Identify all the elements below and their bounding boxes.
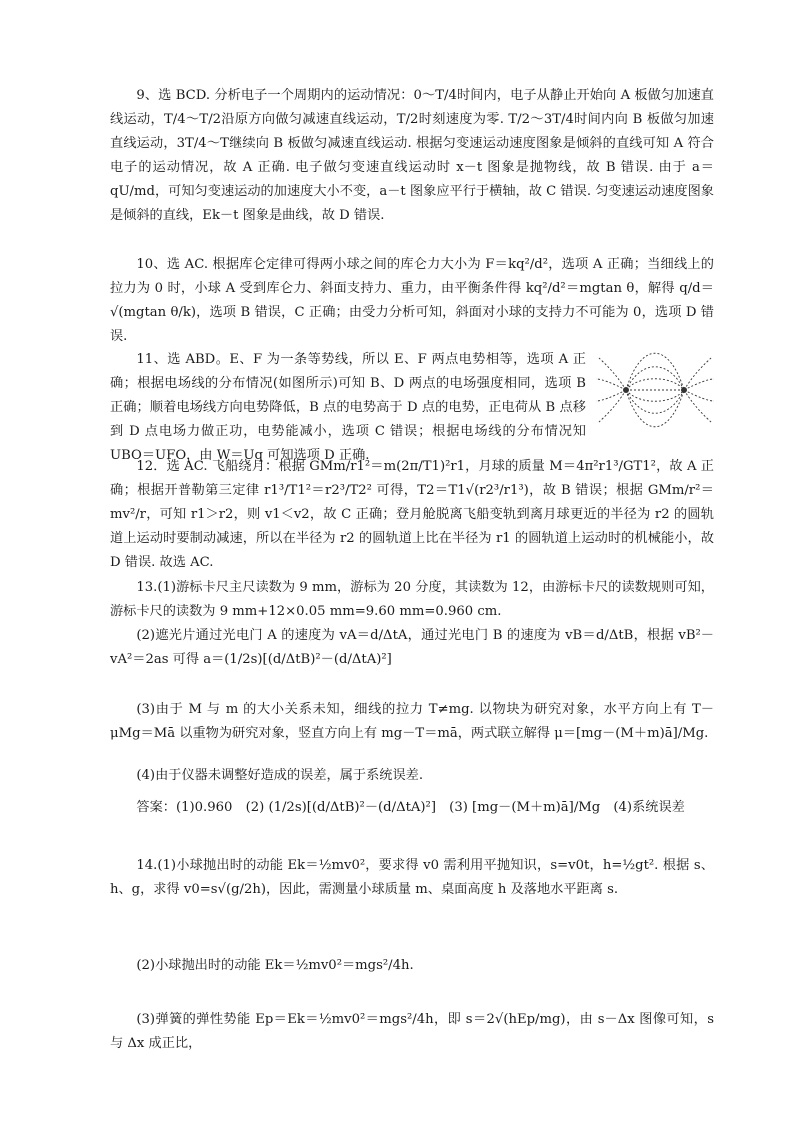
paragraph-q12: 12．选 AC. 飞船绕月：根据 GMm/r1²＝m(2π/T1)²r1，月球的质量 M＝4π²r1³/GT1²，故 A 正确；根据开普勒第三定律 r1³/T1²＝r2³/T2² 可得，T2＝T1√(r2³/r1³)，故 B 错误；根据 GMm/r²＝mv²/r，可知 r1＞r2，则 v1＜v2，故 C 正确；登月舱脱离飞船变轨到离月球更近的半径为 r2 的圆轨道上运动时要制动减速，所以在半径为 r2 的圆轨道上比在半径为 r1 的圆轨道上运动时的机械能小，故 D 错误. 故选 AC. xyxy=(110,459,714,570)
paragraph-q14-3: (3)弹簧的弹性势能 Ep＝Ek＝½mv0²＝mgs²/4h，即 s＝2√(hEp/mg)，由 s－Δx 图像可知，s 与 Δx 成正比， xyxy=(110,1012,714,1051)
answer-q13: 答案：(1)0.960 (2) (1/2s)[(d/ΔtB)²－(d/ΔtA)²] (3) [mg－(M＋m)ā]/Mg (4)系统误差 xyxy=(136,800,685,815)
paragraph-q9: 9、选 BCD. 分析电子一个周期内的运动情况：0～T/4时间内，电子从静止开始向 A 板做匀加速直线运动，T/4～T/2沿原方向做匀减速直线运动，T/2时刻速度为零. T/2～3T/4时间内向 B 板做匀加速直线运动，3T/4～T继续向 B 板做匀减速直线运动. 根据匀变速运动速度图象是倾斜的直线可知 A 符合电子的运动情况，故 A 正确. 电子做匀变速直线运动时 x－t 图象是抛物线，故 B 错误. 由于 a＝qU/md，可知匀变速运动的加速度大小不变，a－t 图象应平行于横轴，故 C 错误. 匀变速运动速度图象是倾斜的直线，Ek－t 图象是曲线，故 D 错误. xyxy=(110,88,714,223)
paragraph-q13-2: (2)遮光片通过光电门 A 的速度为 vA＝d/ΔtA，通过光电门 B 的速度为 vB＝d/ΔtB，根据 vB²－vA²＝2as 可得 a＝(1/2s)[(d/ΔtB)²－(d/ΔtA)²] xyxy=(110,628,714,667)
paragraph-q14-2: (2)小球抛出时的动能 Ek＝½mv0²＝mgs²/4h. xyxy=(136,958,414,973)
paragraph-q13-4: (4)由于仪器未调整好造成的误差，属于系统误差. xyxy=(136,768,424,783)
paragraph-q10: 10、选 AC. 根据库仑定律可得两小球之间的库仑力大小为 F＝kq²/d²，选项 A 正确；当细线上的拉力为 0 时，小球 A 受到库仑力、斜面支持力、重力，由平衡条件得 kq²/d²＝mgtan θ，解得 q/d＝√(mgtan θ/k)，选项 B 错误，C 正确；由受力分析可知，斜面对小球的支持力不可能为 0，选项 D 错误. xyxy=(110,257,714,344)
paragraph-q14-1: 14.(1)小球抛出时的动能 Ek＝½mv0²，要求得 v0 需利用平抛知识，s=v0t，h=½gt². 根据 s、h、g，求得 v0=s√(g/2h)，因此，需测量小球质量 m、桌面高度 h 及落地水平距离 s. xyxy=(110,858,714,897)
paragraph-q13-1: 13.(1)游标卡尺主尺读数为 9 mm，游标为 20 分度，其读数为 12，由游标卡尺的读数规则可知，游标卡尺的读数为 9 mm+12×0.05 mm=9.60 mm=0.960 cm. xyxy=(110,580,714,619)
field-lines-figure xyxy=(596,349,714,431)
electric-field-lines-icon xyxy=(596,349,714,431)
paragraph-q11: 11、选 ABD。E、F 为一条等势线，所以 E、F 两点电势相等，选项 A 正确；根据电场线的分布情况(如图所示)可知 B、D 两点的电场强度相同，选项 B 正确；顺着电场线方向电势降低，B 点的电势高于 D 点的电势，正电荷从 B 点移到 D 点电场力做正功，电势能减小，选项 C 错误；根据电场线的分布情况知 UBO＝UFO，由 W＝Uq 可知选项 D 正确. xyxy=(110,352,586,463)
paragraph-q13-3: (3)由于 M 与 m 的大小关系未知，细线的拉力 T≠mg. 以物块为研究对象，水平方向上有 T－μMg＝Mā 以重物为研究对象，竖直方向上有 mg－T＝mā，两式联立解得 μ＝[mg－(M＋m)ā]/Mg. xyxy=(110,702,714,741)
